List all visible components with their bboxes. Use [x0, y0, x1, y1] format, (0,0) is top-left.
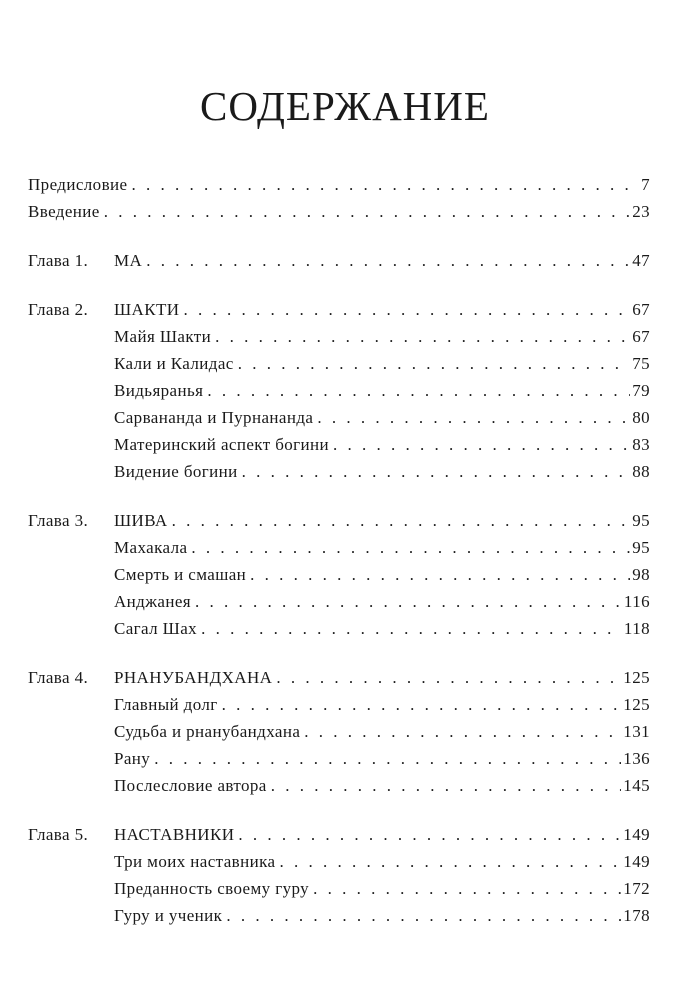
chapter-page: 149 — [623, 825, 650, 844]
toc-section — [28, 899, 650, 926]
dot-leader — [271, 776, 622, 796]
section-title: Гуру и ученик — [114, 906, 223, 925]
chapter-title: ШИВА — [114, 511, 168, 530]
section-title: Анджанея — [114, 592, 191, 611]
toc-section — [28, 845, 650, 872]
section-title: Майя Шакти — [114, 327, 212, 346]
section-title: Преданность своему гуру — [114, 879, 310, 898]
toc-section — [28, 347, 650, 374]
toc-chapter-2 — [28, 293, 650, 320]
section-title: Сарвананда и Пурнананда — [114, 408, 314, 427]
chapter-number: Глава 4. — [28, 668, 89, 687]
chapter-title: НАСТАВНИКИ — [114, 825, 235, 844]
chapter-title: МА — [114, 251, 143, 270]
chapter-page: 95 — [632, 511, 650, 530]
section-page: 79 — [632, 381, 650, 400]
section-page: 118 — [623, 619, 650, 638]
dot-leader — [313, 879, 621, 899]
toc-section — [28, 374, 650, 401]
toc-section — [28, 455, 650, 482]
section-page: 95 — [632, 538, 650, 557]
section-page: 98 — [632, 565, 650, 584]
toc-entry-preface — [28, 168, 650, 195]
toc-section — [28, 742, 650, 769]
section-title: Судьба и рнанубандхана — [114, 722, 301, 741]
toc-section — [28, 769, 650, 796]
toc-section — [28, 585, 650, 612]
chapter-page: 67 — [632, 300, 650, 319]
toc-section — [28, 612, 650, 639]
toc-entry-title: Введение — [28, 202, 100, 221]
chapter-number: Глава 5. — [28, 825, 89, 844]
dot-leader — [154, 749, 621, 769]
section-title: Главный долг — [114, 695, 218, 714]
section-page: 116 — [623, 592, 650, 611]
dot-leader — [207, 381, 630, 401]
toc-section — [28, 558, 650, 585]
dot-leader — [304, 722, 621, 742]
section-title: Послесловие автора — [114, 776, 267, 795]
section-title: Кали и Калидас — [114, 354, 234, 373]
dot-leader — [222, 695, 622, 715]
toc-chapter-4 — [28, 661, 650, 688]
chapter-title: ШАКТИ — [114, 300, 180, 319]
dot-leader — [238, 354, 630, 374]
section-page: 145 — [623, 776, 650, 795]
toc-chapter-5 — [28, 818, 650, 845]
section-page: 131 — [623, 722, 650, 741]
toc-section — [28, 428, 650, 455]
section-page: 178 — [623, 906, 650, 925]
section-page: 136 — [623, 749, 650, 768]
dot-leader — [250, 565, 630, 585]
toc-chapter-3 — [28, 504, 650, 531]
section-title: Махакала — [114, 538, 188, 557]
section-title: Видьяранья — [114, 381, 204, 400]
section-page: 75 — [632, 354, 650, 373]
chapter-number: Глава 2. — [28, 300, 89, 319]
toc-entry-page: 23 — [632, 202, 650, 221]
section-title: Материнский аспект богини — [114, 435, 330, 454]
chapter-page: 47 — [632, 251, 650, 270]
section-page: 80 — [632, 408, 650, 427]
dot-leader — [183, 300, 630, 320]
section-page: 172 — [623, 879, 650, 898]
chapter-number: Глава 3. — [28, 511, 89, 530]
dot-leader — [215, 327, 630, 347]
section-page: 125 — [623, 695, 650, 714]
dot-leader — [146, 251, 630, 271]
chapter-number: Глава 1. — [28, 251, 89, 270]
toc-section — [28, 715, 650, 742]
dot-leader — [191, 538, 630, 558]
dot-leader — [201, 619, 622, 639]
section-title: Видение богини — [114, 462, 238, 481]
toc-section — [28, 531, 650, 558]
dot-leader — [238, 825, 621, 845]
section-title: Рану — [114, 749, 151, 768]
dot-leader — [242, 462, 631, 482]
section-page: 88 — [632, 462, 650, 481]
dot-leader — [279, 852, 621, 872]
toc-section — [28, 320, 650, 347]
section-page: 83 — [632, 435, 650, 454]
toc-section — [28, 872, 650, 899]
dot-leader — [131, 175, 639, 195]
section-title: Три моих наставника — [114, 852, 276, 871]
section-title: Смерть и смашан — [114, 565, 247, 584]
chapter-page: 125 — [623, 668, 650, 687]
section-page: 67 — [632, 327, 650, 346]
chapter-title: РНАНУБАНДХАНА — [114, 668, 273, 687]
dot-leader — [195, 592, 622, 612]
toc-entry-title: Предисловие — [28, 175, 128, 194]
table-of-contents — [28, 168, 650, 926]
dot-leader — [104, 202, 630, 222]
dot-leader — [226, 906, 621, 926]
dot-leader — [172, 511, 631, 531]
dot-leader — [317, 408, 630, 428]
dot-leader — [276, 668, 621, 688]
toc-chapter-1 — [28, 244, 650, 271]
toc-section — [28, 688, 650, 715]
toc-entry-introduction — [28, 195, 650, 222]
toc-entry-page: 7 — [641, 175, 650, 194]
dot-leader — [333, 435, 630, 455]
toc-section — [28, 401, 650, 428]
section-title: Сагал Шах — [114, 619, 198, 638]
page-title: СОДЕРЖАНИЕ — [200, 83, 490, 129]
section-page: 149 — [623, 852, 650, 871]
